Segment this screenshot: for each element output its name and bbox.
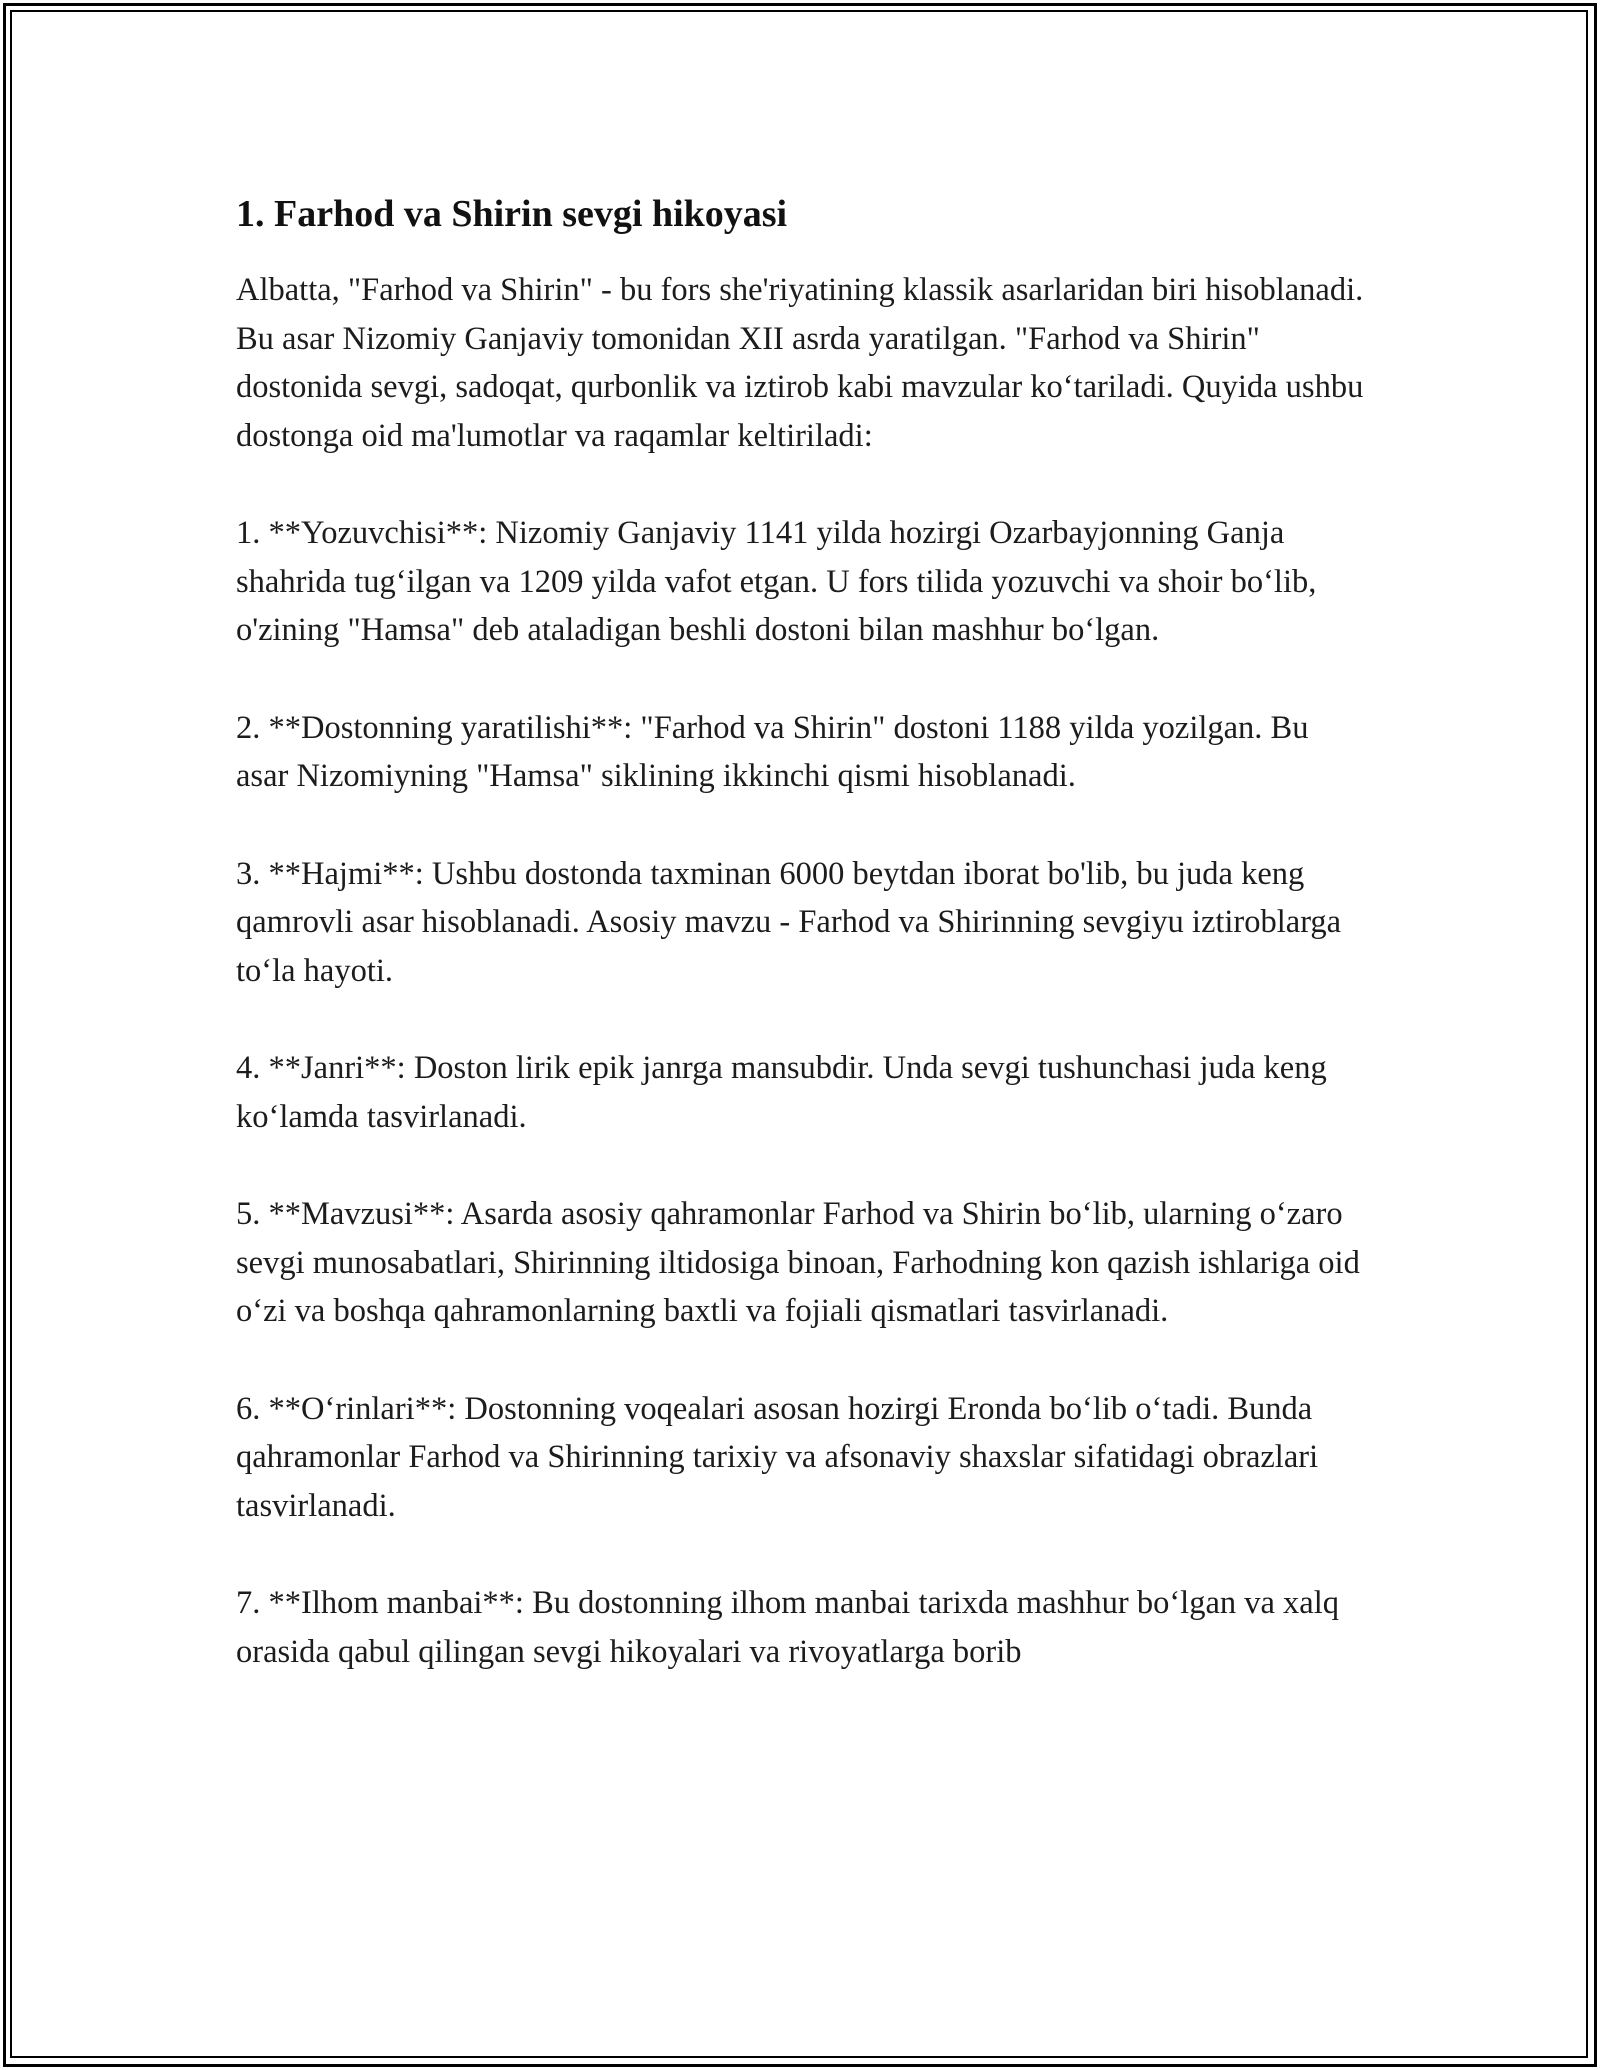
list-item-setting: 6. **Oʻrinlari**: Dostonning voqealari asosan hozirgi Eronda boʻlib oʻtadi. Bunda qahramonlar Farhod va Shirinning tarixiy va afsonaviy shaxslar sifatidagi obrazlari tasvirlanadi.: [236, 1390, 1319, 1524]
list-item-inspiration: 7. **Ilhom manbai**: Bu dostonning ilhom manbai tarixda mashhur boʻlgan va xalq orasida qabul qilingan sevgi hikoyalari va rivoyatlarga borib: [236, 1585, 1340, 1670]
list-item-author: 1. **Yozuvchisi**: Nizomiy Ganjaviy 1141 yilda hozirgi Ozarbayjonning Ganja shahrida tugʻilgan va 1209 yilda vafot etgan. U fors tilida yozuvchi va shoir boʻlib, o'zining "Hamsa" deb ataladigan beshli dostoni bilan mashhur boʻlgan.: [236, 515, 1317, 648]
list-item-creation: 2. **Dostonning yaratilishi**: "Farhod va Shirin" dostoni 1188 yilda yozilgan. Bu asar Nizomiyning "Hamsa" siklining ikkinchi qismi hisoblanadi.: [236, 709, 1309, 794]
document-body: [236, 188, 1366, 1676]
list-item-genre: 4. **Janri**: Doston lirik epik janrga mansubdir. Unda sevgi tushunchasi juda keng koʻlamda tasvirlanadi.: [236, 1050, 1327, 1135]
section-heading: 1. Farhod va Shirin sevgi hikoyasi: [236, 193, 788, 235]
list-item-volume: 3. **Hajmi**: Ushbu dostonda taxminan 6000 beytdan iborat bo'lib, bu juda keng qamrovli asar hisoblanadi. Asosiy mavzu - Farhod va Shirinning sevgiyu iztiroblarga toʻla hayoti.: [236, 855, 1342, 989]
list-item-theme: 5. **Mavzusi**: Asarda asosiy qahramonlar Farhod va Shirin boʻlib, ularning oʻzaro sevgi munosabatlari, Shirinning iltidosiga binoan, Farhodning kon qazish ishlariga oid oʻzi va boshqa qahramonlarning baxtli va fojiali qismatlari tasvirlanadi.: [236, 1196, 1360, 1329]
intro-paragraph: Albatta, "Farhod va Shirin" - bu fors she'riyatining klassik asarlaridan biri hisoblanadi. Bu asar Nizomiy Ganjaviy tomonidan XII asrda yaratilgan. "Farhod va Shirin" dostonida sevgi, sadoqat, qurbonlik va iztirob kabi mavzular koʻtariladi. Quyida ushbu dostonga oid ma'lumotlar va raqamlar keltiriladi:: [236, 272, 1364, 454]
